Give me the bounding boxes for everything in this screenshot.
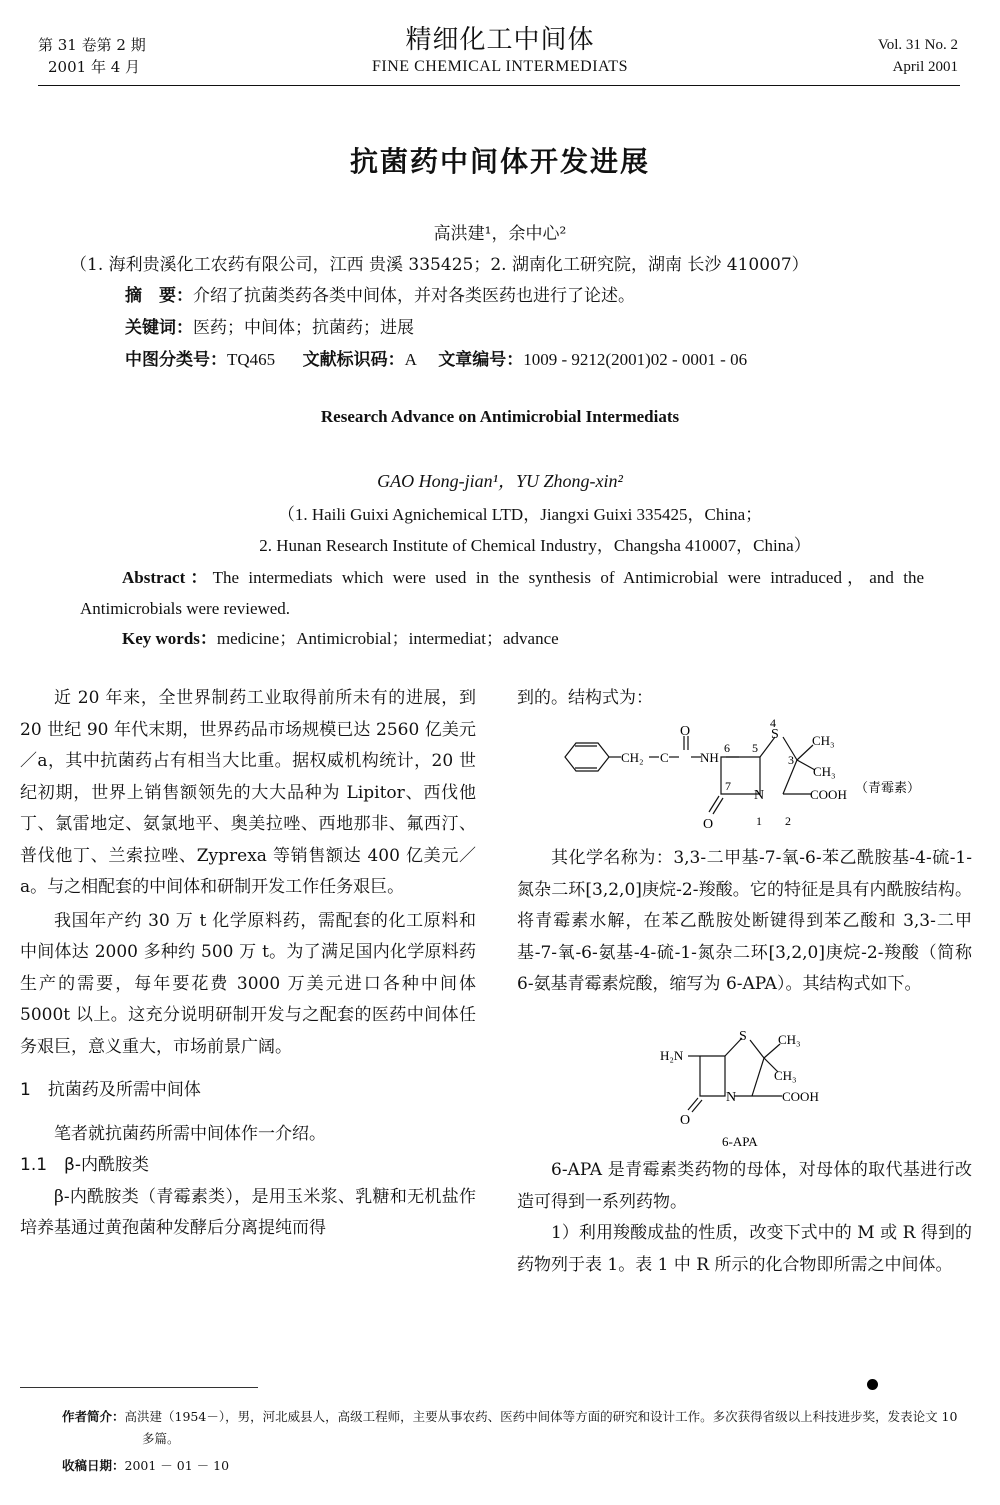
- footnote-rule: [20, 1387, 258, 1388]
- authors-en: GAO Hong-jian¹，YU Zhong-xin²: [377, 471, 623, 491]
- paragraph: 近 20 年来，全世界制药工业取得前所未有的进展，到 20 世纪 90 年代末期，世界药品市场规模已达 2560 亿美元／a，其中抗菌药占有相当大比重。据权威机构统计，20 世纪初期，世界上销售额领先的大大品种为 Lipitor、西伐他丁、氯雷地定、氨氯地平、奥美拉唑、西地那非、氟西汀、普伐他丁、兰索拉唑、Zyprexa 等销售额达 400 亿美元／a。与之相配套的中间体和研制开发工作任务艰巨。: [20, 688, 476, 897]
- clc-label: 中图分类号：: [125, 350, 227, 370]
- abstract-cn-text: 介绍了抗菌类药各类中间体，并对各类医药也进行了论述。: [193, 286, 635, 306]
- penicillin-label: （青霉素）: [855, 781, 921, 796]
- atom-number-7: 7: [725, 779, 731, 793]
- body-right-text-2: [517, 843, 972, 1001]
- clc-value: TQ465: [227, 350, 276, 369]
- atom-number-3: 3: [788, 753, 794, 767]
- classification-line: [125, 345, 747, 370]
- abstract-en-text: The intermediats which were used in the synthesis of Antimicrobial were intraduced，and the Antimicrobials were reviewed.: [80, 568, 924, 618]
- struct-label-n: N: [754, 788, 765, 803]
- struct-label-ch3-bottom: CH₃: [813, 764, 836, 779]
- atom-number-6: 6: [724, 741, 730, 755]
- paragraph: 我国年产约 30 万 t 化学原料药，需配套的化工原料和中间体达 2000 多种约 500 万 t。为了满足国内化学原料药生产的需要，每年要花费 3000 万美元进口各种中间体 5000t 以上。这充分说明研制开发与之配套的医药中间体任务艰巨，意义重大，市场前景广阔。: [20, 910, 476, 1057]
- keywords-en-text: medicine；Antimicrobial；intermediat；advance: [216, 629, 559, 648]
- article-number-label: 文章编号：: [438, 350, 524, 370]
- atom-number-4: 4: [770, 716, 776, 730]
- section-heading: 1 抗菌药及所需中间体: [20, 1080, 201, 1100]
- affiliation-en-1: （1. Haili Guixi Agnichemical LTD，Jiangxi Guixi 335425，China；: [277, 505, 763, 524]
- struct-label-cooh: COOH: [810, 787, 847, 802]
- abstract-en: [80, 562, 924, 624]
- body-left-column: [20, 683, 476, 1245]
- paragraph: 笔者就抗菌药所需中间体作一介绍。: [54, 1123, 326, 1144]
- keywords-en: [122, 624, 559, 649]
- header-volume-en: Vol. 31 No. 2: [877, 37, 958, 53]
- author-bio-label: 作者简介：: [62, 1409, 125, 1424]
- keywords-cn-label: 关键词：: [125, 318, 193, 338]
- journal-masthead: [0, 24, 1000, 78]
- penicillin-structure-diagram: [555, 712, 955, 837]
- author-bio: [62, 1406, 970, 1450]
- header-volume-cn: 第 31 卷第 2 期: [38, 36, 146, 54]
- doc-code-label: 文献标识码：: [302, 350, 405, 370]
- benzene-ring: [565, 743, 609, 771]
- received-date: [62, 1455, 970, 1477]
- struct-label-ch3-apa-top: CH₃: [778, 1032, 801, 1047]
- atom-number-1: 1: [756, 814, 762, 828]
- struct-label-o: O: [680, 724, 691, 739]
- header-date-en: April 2001: [892, 59, 958, 75]
- paragraph: 6-APA 是青霉素类药物的母体，对母体的取代基进行改造可得到一系列药物。: [517, 1160, 972, 1212]
- affiliation-en-2: 2. Hunan Research Institute of Chemical Industry，Changsha 410007，China）: [259, 536, 811, 555]
- journal-name-cn: 精细化工中间体: [405, 25, 595, 55]
- struct-label-cooh-apa: COOH: [782, 1089, 819, 1104]
- body-right-text-3: [517, 1155, 972, 1281]
- keywords-en-label: Key words：: [122, 629, 217, 648]
- 6-apa-caption: 6-APA: [722, 1134, 758, 1149]
- abstract-cn-label: 摘 要：: [125, 286, 193, 306]
- header-rule: [38, 85, 960, 86]
- struct-label-s: S: [771, 727, 779, 742]
- header-date-cn: 2001 年 4 月: [48, 58, 141, 76]
- struct-label-ch2: CH₂: [621, 750, 644, 765]
- atom-number-5: 5: [752, 741, 758, 755]
- abstract-en-label: Abstract：: [122, 568, 213, 587]
- received-date-label: 收稿日期：: [62, 1458, 125, 1473]
- body-right-text-1: [517, 683, 972, 715]
- abstract-cn: [125, 281, 635, 306]
- struct-label-nh: NH: [700, 750, 719, 765]
- struct-label-ch3-apa-bottom: CH₃: [774, 1068, 797, 1083]
- decorative-dot: [867, 1379, 878, 1390]
- journal-name-en: FINE CHEMICAL INTERMEDIATS: [372, 58, 628, 75]
- doc-code-value: A: [404, 350, 417, 369]
- authors-cn: 高洪建¹，余中心²: [433, 224, 567, 244]
- keywords-cn-text: 医药；中间体；抗菌药；进展: [193, 318, 414, 338]
- struct-label-s-apa: S: [739, 1029, 747, 1044]
- article-title-cn: 抗菌药中间体开发进展: [349, 145, 650, 178]
- author-bio-text: 高洪建（1954－），男，河北威县人，高级工程师，主要从事农药、医药中间体等方面的研究和设计工作。多次获得省级以上科技进步奖，发表论文 10 多篇。: [124, 1409, 958, 1446]
- atom-number-2: 2: [785, 814, 791, 828]
- article-number-value: 1009 - 9212(2001)02 - 0001 - 06: [523, 350, 748, 369]
- paragraph: 到的。结构式为：: [517, 688, 653, 708]
- header-issue-en: [878, 34, 958, 78]
- subsection-heading: 1.1 β-内酰胺类: [20, 1155, 150, 1175]
- article-title-en: Research Advance on Antimicrobial Intermediats: [320, 407, 680, 426]
- struct-label-c: C: [660, 750, 669, 765]
- paragraph: β-内酰胺类（青霉素类），是用玉米浆、乳糖和无机盐作培养基通过黄孢菌种发酵后分离提纯而得: [20, 1186, 476, 1238]
- affiliations-cn: （1. 海利贵溪化工农药有限公司，江西 贵溪 335425；2. 湖南化工研究院，湖南 长沙 410007）: [70, 255, 809, 275]
- 6-apa-structure-diagram: [650, 1028, 870, 1153]
- paragraph: 其化学名称为：3,3-二甲基-7-氧-6-苯乙酰胺基-4-硫-1-氮杂二环[3,2,0]庚烷-2-羧酸。它的特征是具有内酰胺结构。将青霉素水解，在苯乙酰胺处断键得到苯乙酸和 3,3-二甲基-7-氧-6-氨基-4-硫-1-氮杂二环[3,2,0]庚烷-2-羧酸（简称 6-氨基青霉素烷酸，缩写为 6-APA）。其结构式如下。: [517, 848, 972, 994]
- struct-label-o-apa: O: [680, 1113, 691, 1128]
- struct-label-n-apa: N: [726, 1090, 737, 1105]
- paragraph: 1）利用羧酸成盐的性质，改变下式中的 M 或 R 得到的药物列于表 1。表 1 中 R 所示的化合物即所需之中间体。: [517, 1223, 972, 1275]
- keywords-cn: [125, 313, 414, 338]
- struct-label-carbonyl-o: O: [703, 817, 714, 832]
- received-date-value: 2001 － 01 － 10: [124, 1458, 230, 1473]
- struct-label-ch3-top: CH₃: [812, 733, 835, 748]
- struct-label-h2n: H₂N: [660, 1048, 684, 1063]
